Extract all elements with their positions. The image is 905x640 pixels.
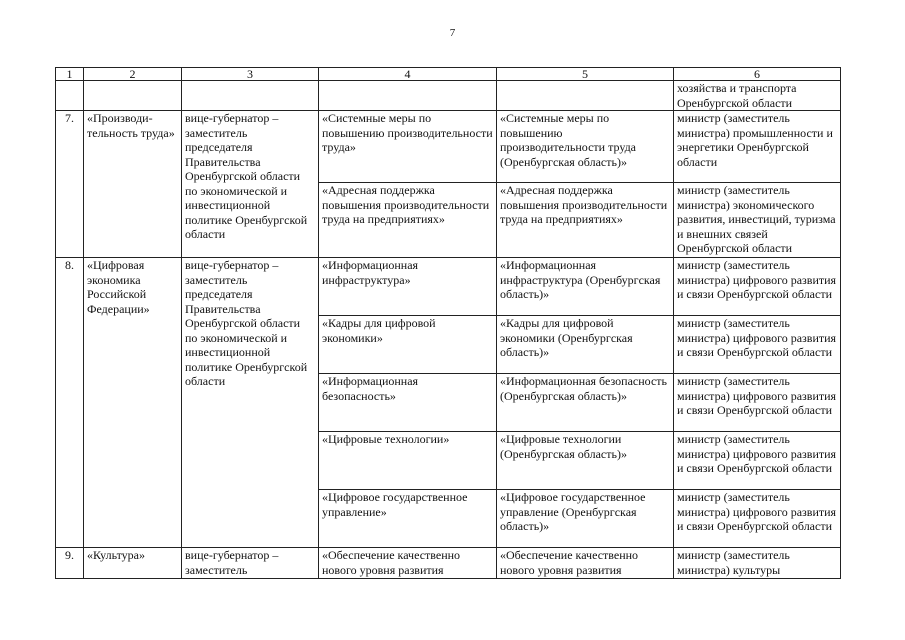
table-row [56,548,841,579]
federal-project-cell: «Адресная поддержка повышения производительности труда на предприятиях» [319,183,497,258]
header-cell: 2 [84,68,182,81]
header-cell: 4 [319,68,497,81]
regional-project-cell: «Адресная поддержка повышения производительности труда на предприятиях» [497,183,674,258]
table-row [56,258,841,316]
manager-cell: хозяйства и транспорта Оренбургской области [674,81,841,111]
header-cell: 6 [674,68,841,81]
table-row [56,111,841,183]
header-cell: 5 [497,68,674,81]
regional-project-cell: «Цифровое государственное управление (Оренбургская область)» [497,490,674,548]
federal-project-cell: «Кадры для цифровой экономики» [319,316,497,374]
federal-project-cell: «Обеспечение качественно нового уровня развития [319,548,497,579]
manager-cell: министр (заместитель министра) цифрового развития и связи Оренбургской области [674,258,841,316]
manager-cell: министр (заместитель министра) культуры [674,548,841,579]
manager-cell: министр (заместитель министра) цифрового развития и связи Оренбургской области [674,490,841,548]
header-cell: 3 [182,68,319,81]
federal-project-cell: «Цифровые технологии» [319,432,497,490]
national-project-name: «Цифровая экономика Российской Федерации» [84,258,182,548]
regional-project-cell: «Информационная безопасность (Оренбургская область)» [497,374,674,432]
regional-project-cell: «Информационная инфраструктура (Оренбургская область)» [497,258,674,316]
federal-project-cell: «Информационная инфраструктура» [319,258,497,316]
federal-project-cell: «Системные меры по повышению производительности труда» [319,111,497,183]
manager-cell: министр (заместитель министра) промышленности и энергетики Оренбургской области [674,111,841,183]
continuation-row [56,81,841,111]
header-cell: 1 [56,68,84,81]
regional-project-cell: «Кадры для цифровой экономики (Оренбургская область)» [497,316,674,374]
federal-project-cell: «Цифровое государственное управление» [319,490,497,548]
regional-project-cell: «Системные меры по повышению производительности труда (Оренбургская область)» [497,111,674,183]
page-number: 7 [449,27,456,39]
national-project-name: «Производи-тельность труда» [84,111,182,258]
manager-cell: министр (заместитель министра) цифрового развития и связи Оренбургской области [674,316,841,374]
manager-cell: министр (заместитель министра) экономического развития, инвестиций, туризма и внешних связей Оренбургской области [674,183,841,258]
curator-cell: вице-губернатор – заместитель председателя Правительства Оренбургской области по экономической и инвестиционной политике Оренбургской области [182,111,319,258]
national-project-name: «Культура» [84,548,182,579]
row-number: 7. [56,111,84,258]
regional-project-cell: «Цифровые технологии (Оренбургская область)» [497,432,674,490]
regional-project-cell: «Обеспечение качественно нового уровня развития [497,548,674,579]
curator-cell: вице-губернатор – заместитель председателя Правительства Оренбургской области по экономической и инвестиционной политике Оренбургской области [182,258,319,548]
projects-table [55,67,841,579]
row-number: 9. [56,548,84,579]
curator-cell: вице-губернатор – заместитель [182,548,319,579]
federal-project-cell: «Информационная безопасность» [319,374,497,432]
row-number: 8. [56,258,84,548]
manager-cell: министр (заместитель министра) цифрового развития и связи Оренбургской области [674,432,841,490]
manager-cell: министр (заместитель министра) цифрового развития и связи Оренбургской области [674,374,841,432]
table-header-row [56,68,841,81]
